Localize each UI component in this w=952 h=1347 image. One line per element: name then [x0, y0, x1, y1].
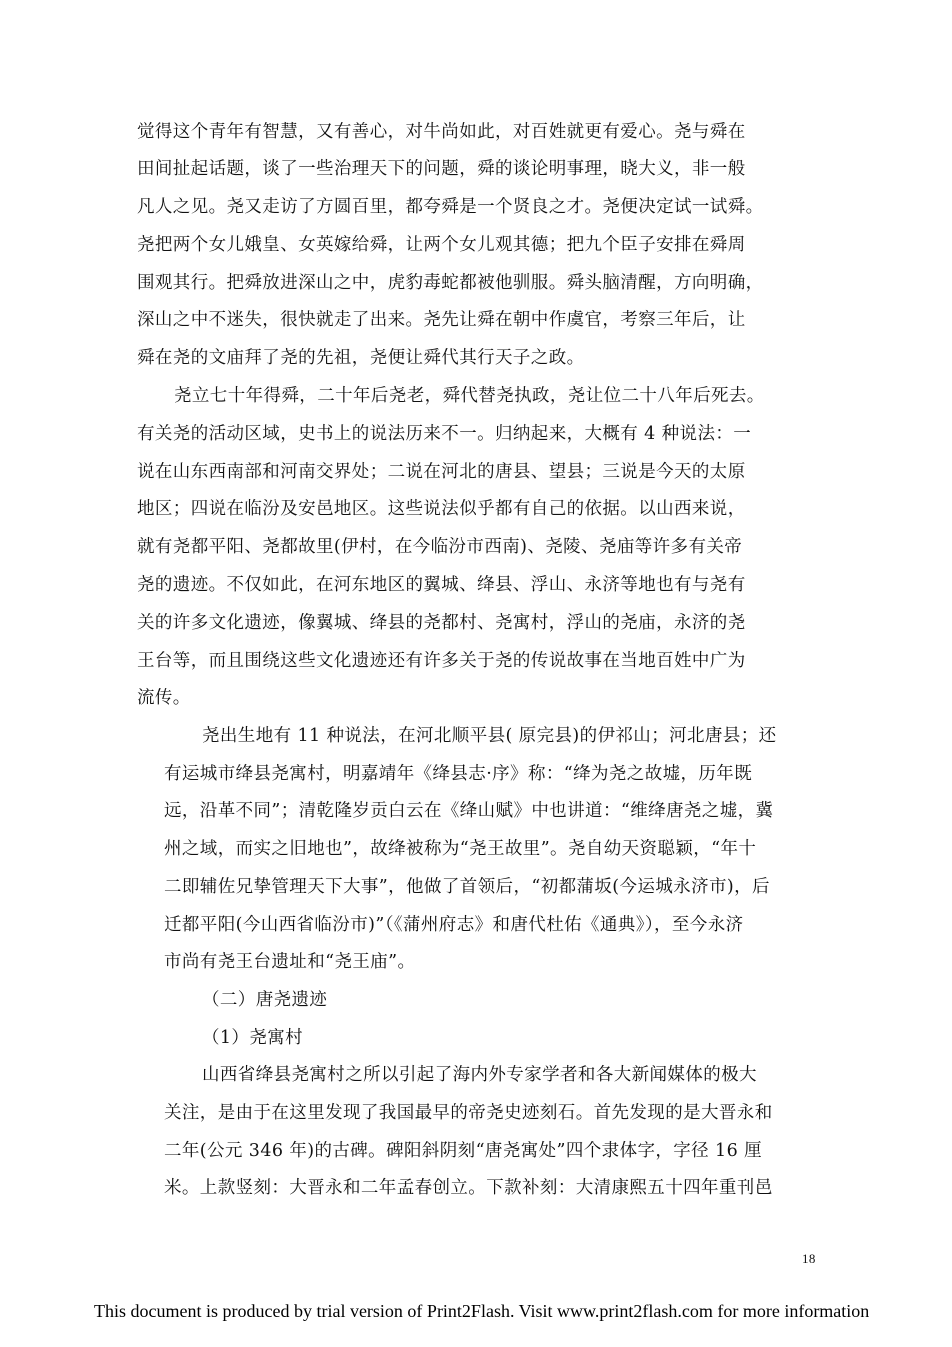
text-line: 迁都平阳(今山西省临汾市)”（《蒲州府志》和唐代杜佑《通典》），至今永济 [164, 915, 744, 935]
subsection-heading: （1）尧寓村 [202, 1028, 304, 1048]
text-line: 舜在尧的文庙拜了尧的先祖，尧便让舜代其行天子之政。 [137, 348, 585, 368]
text-line: 王台等，而且围绕这些文化遗迹还有许多关于尧的传说故事在当地百姓中广为 [137, 651, 746, 671]
text-line: 关注，是由于在这里发现了我国最早的帝尧史迹刻石。首先发现的是大晋永和 [164, 1103, 773, 1123]
text-line: 尧的遗迹。不仅如此，在河东地区的翼城、绛县、浮山、永济等地也有与尧有 [137, 575, 746, 595]
text-line: 说在山东西南部和河南交界处；二说在河北的唐县、望县；三说是今天的太原 [137, 462, 746, 482]
text-line: 市尚有尧王台遗址和“尧王庙”。 [164, 952, 416, 972]
section-heading: （二）唐尧遗迹 [202, 990, 328, 1010]
text-line: 山西省绛县尧寓村之所以引起了海内外专家学者和各大新闻媒体的极大 [202, 1065, 757, 1085]
text-line: 远，沿革不同”；清乾隆岁贡白云在《绛山赋》中也讲道：“维绛唐尧之墟，冀 [164, 801, 774, 821]
text-line: 二年(公元 346 年)的古碑。碑阳斜阴刻“唐尧寓处”四个隶体字，字径 16 厘 [164, 1141, 762, 1161]
text-line: 二即辅佐兄挚管理天下大事”，他做了首领后，“初都蒲坂(今运城永济市)，后 [164, 877, 770, 897]
text-line: 有关尧的活动区域，史书上的说法历来不一。归纳起来，大概有 4 种说法：一 [137, 424, 752, 444]
text-line: 米。上款竖刻：大晋永和二年孟春创立。下款补刻：大清康熙五十四年重刊邑 [164, 1178, 773, 1198]
text-line: 流传。 [137, 688, 191, 708]
text-line: 州之域，而实之旧地也”，故绛被称为“尧王故里”。尧自幼天资聪颖，“年十 [164, 839, 757, 859]
trial-watermark-footer: This document is produced by trial version of Print2Flash. Visit www.print2flash.com for more information [94, 1301, 870, 1321]
page-number: 18 [802, 1251, 816, 1266]
text-line: 围观其行。把舜放进深山之中，虎豹毒蛇都被他驯服。舜头脑清醒，方向明确， [137, 273, 764, 293]
text-line: 地区；四说在临汾及安邑地区。这些说法似乎都有自己的依据。以山西来说， [137, 499, 746, 519]
text-line: 觉得这个青年有智慧，又有善心，对牛尚如此，对百姓就更有爱心。尧与舜在 [137, 122, 746, 142]
text-line: 尧把两个女儿娥皇、女英嫁给舜，让两个女儿观其德；把九个臣子安排在舜周 [137, 235, 746, 255]
text-line: 有运城市绛县尧寓村，明嘉靖年《绛县志·序》称：“绛为尧之故墟，历年既 [164, 764, 753, 784]
text-line: 尧出生地有 11 种说法，在河北顺平县( 原完县)的伊祁山；河北唐县；还 [202, 726, 777, 746]
text-line: 尧立七十年得舜，二十年后尧老，舜代替尧执政，尧让位二十八年后死去。 [174, 386, 765, 406]
text-line: 就有尧都平阳、尧都故里(伊村，在今临汾市西南)、尧陵、尧庙等许多有关帝 [137, 537, 743, 557]
text-line: 田间扯起话题，谈了一些治理天下的问题，舜的谈论明事理，晓大义，非一般 [137, 159, 746, 179]
text-line: 深山之中不迷失，很快就走了出来。尧先让舜在朝中作虞官，考察三年后，让 [137, 310, 746, 330]
text-line: 凡人之见。尧又走访了方圆百里，都夸舜是一个贤良之才。尧便决定试一试舜。 [137, 197, 764, 217]
text-line: 关的许多文化遗迹，像翼城、绛县的尧都村、尧寓村，浮山的尧庙，永济的尧 [137, 613, 746, 633]
